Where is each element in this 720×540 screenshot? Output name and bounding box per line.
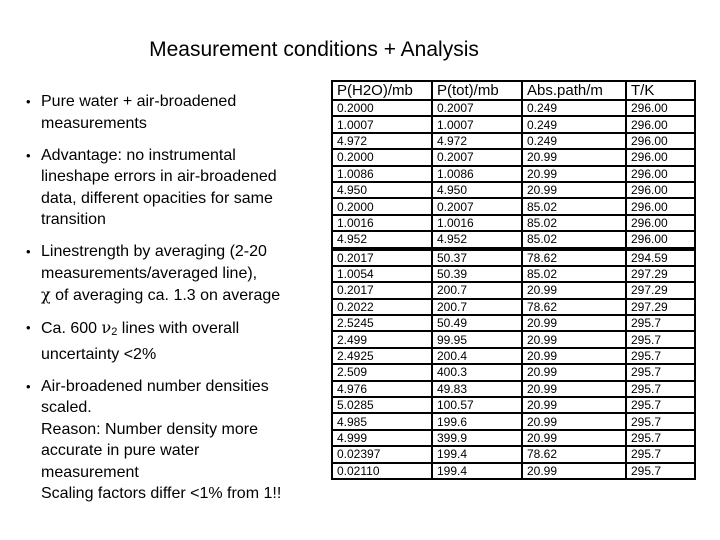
bullet-line: Linestrength by averaging (2-20 (41, 243, 267, 260)
bullet-line: uncertainty <2% (41, 345, 157, 363)
table-cell: 4.952 (433, 232, 523, 250)
table-cell: 295.7 (627, 431, 696, 447)
table-cell: 20.99 (523, 167, 627, 183)
bullet-line-text: of averaging ca. 1.3 on average (50, 287, 281, 304)
table-cell: 1.0016 (433, 216, 523, 232)
bullet-item (26, 241, 326, 307)
table-row (331, 447, 696, 463)
table-cell: 50.49 (433, 316, 523, 332)
bullet-line: data, different opacities for same (41, 189, 273, 207)
bullet-item (26, 317, 326, 365)
measurement-table-container (331, 80, 696, 480)
table-cell: 296.00 (627, 101, 696, 117)
table-cell: 85.02 (523, 267, 627, 283)
bullet-item (26, 91, 326, 134)
table-row (331, 216, 696, 232)
measurement-table (331, 80, 696, 480)
table-cell: 295.7 (627, 464, 696, 480)
table-cell: 49.83 (433, 382, 523, 398)
table-row (331, 117, 696, 133)
table-row (331, 283, 696, 299)
table-row (331, 167, 696, 183)
table-cell: 20.99 (523, 316, 627, 332)
table-row (331, 332, 696, 348)
bullet-line-text: lines with overall (117, 320, 240, 337)
bullet-dot-icon: • (26, 147, 31, 163)
table-cell: 199.4 (433, 447, 523, 463)
bullet-line: accurate in pure water (41, 442, 200, 459)
table-cell: 4.972 (331, 134, 433, 150)
bullet-line: measurements/averaged line), (41, 264, 258, 282)
table-cell: 0.02397 (331, 447, 433, 463)
table-cell: 20.99 (523, 150, 627, 166)
table-cell: 1.0007 (331, 117, 433, 133)
table-cell: 85.02 (523, 216, 627, 232)
table-cell: 296.00 (627, 199, 696, 215)
table-cell: 0.2000 (331, 101, 433, 117)
table-cell: 4.985 (331, 414, 433, 430)
table-cell: 199.4 (433, 464, 523, 480)
table-cell: 0.249 (523, 134, 627, 150)
table-cell: 99.95 (433, 332, 523, 348)
table-cell: 1.0054 (331, 267, 433, 283)
table-cell: 1.0007 (433, 117, 523, 133)
bullet-line: Advantage: no instrumental (41, 146, 236, 164)
table-row (331, 382, 696, 398)
table-cell: 20.99 (523, 283, 627, 299)
header-p-tot: P(tot)/mb (433, 80, 523, 101)
table-row (331, 316, 696, 332)
table-cell: 20.99 (523, 414, 627, 430)
table-row (331, 183, 696, 199)
table-cell: 4.976 (331, 382, 433, 398)
table-row (331, 365, 696, 381)
table-cell: 295.7 (627, 365, 696, 381)
table-cell: 85.02 (523, 232, 627, 250)
table-cell: 0.2000 (331, 150, 433, 166)
table-cell: 20.99 (523, 464, 627, 480)
table-cell: 199.6 (433, 414, 523, 430)
table-cell: 295.7 (627, 382, 696, 398)
table-cell: 20.99 (523, 365, 627, 381)
table-row (331, 232, 696, 250)
table-cell: 2.4925 (331, 349, 433, 365)
chi-symbol: χ (41, 285, 51, 304)
bullet-line-text: Ca. 600 (41, 320, 102, 337)
header-p-h2o: P(H2O)/mb (331, 80, 433, 101)
table-cell: 295.7 (627, 332, 696, 348)
bullet-line (41, 317, 326, 344)
table-row (331, 267, 696, 283)
table-cell: 2.509 (331, 365, 433, 381)
header-abs-path: Abs.path/m (523, 80, 627, 101)
table-header-row (331, 80, 696, 101)
table-cell: 20.99 (523, 382, 627, 398)
table-cell: 20.99 (523, 183, 627, 199)
table-cell: 20.99 (523, 332, 627, 348)
table-cell: 0.02110 (331, 464, 433, 480)
slide-title: Measurement conditions + Analysis (149, 38, 479, 61)
table-cell: 297.29 (627, 283, 696, 299)
table-cell: 0.2007 (433, 101, 523, 117)
table-cell: 399.9 (433, 431, 523, 447)
bullet-line: measurements (41, 114, 147, 132)
table-cell: 296.00 (627, 183, 696, 199)
bullet-line: scaled. (41, 399, 92, 416)
table-cell: 296.00 (627, 134, 696, 150)
table-cell: 4.950 (433, 183, 523, 199)
table-cell: 296.00 (627, 150, 696, 166)
table-cell: 4.972 (433, 134, 523, 150)
table-cell: 2.5245 (331, 316, 433, 332)
table-cell: 0.249 (523, 117, 627, 133)
table-cell: 200.7 (433, 283, 523, 299)
table-row (331, 251, 696, 267)
bullet-dot-icon: • (26, 320, 31, 335)
table-row (331, 414, 696, 430)
table-row (331, 398, 696, 414)
table-cell: 400.3 (433, 365, 523, 381)
table-cell: 295.7 (627, 316, 696, 332)
table-cell: 0.2017 (331, 283, 433, 299)
header-temperature: T/K (627, 80, 696, 101)
bullet-line: transition (41, 211, 106, 228)
bullet-line: Air-broadened number densities (41, 377, 269, 395)
bullet-item (26, 376, 326, 505)
table-body (331, 101, 696, 480)
table-row (331, 431, 696, 447)
table-cell: 5.0285 (331, 398, 433, 414)
table-cell: 4.999 (331, 431, 433, 447)
table-cell: 0.2000 (331, 199, 433, 215)
table-cell: 0.2022 (331, 300, 433, 316)
table-row (331, 464, 696, 480)
table-cell: 2.499 (331, 332, 433, 348)
bullet-item (26, 145, 326, 231)
table-cell: 20.99 (523, 349, 627, 365)
bullet-list (26, 91, 326, 515)
table-cell: 0.2007 (433, 199, 523, 215)
table-cell: 4.950 (331, 183, 433, 199)
bullet-line: Pure water + air-broadened (41, 93, 237, 110)
table-cell: 100.57 (433, 398, 523, 414)
bullet-dot-icon: • (26, 94, 31, 109)
table-cell: 296.00 (627, 232, 696, 250)
table-row (331, 300, 696, 316)
nu-subscript: 2 (111, 326, 118, 338)
bullet-line: Reason: Number density more (41, 420, 258, 438)
bullet-dot-icon: • (26, 378, 31, 394)
table-cell: 1.0016 (331, 216, 433, 232)
table-cell: 297.29 (627, 267, 696, 283)
table-row (331, 134, 696, 150)
table-cell: 85.02 (523, 199, 627, 215)
table-cell: 296.00 (627, 167, 696, 183)
bullet-line: Scaling factors differ <1% from 1!! (41, 485, 282, 502)
table-cell: 50.37 (433, 251, 523, 267)
table-cell: 78.62 (523, 300, 627, 316)
bullet-dot-icon: • (26, 244, 31, 259)
table-cell: 0.249 (523, 101, 627, 117)
table-cell: 294.59 (627, 251, 696, 267)
table-cell: 295.7 (627, 398, 696, 414)
table-cell: 0.2017 (331, 251, 433, 267)
table-cell: 295.7 (627, 349, 696, 365)
table-cell: 296.00 (627, 117, 696, 133)
table-cell: 295.7 (627, 414, 696, 430)
table-cell: 1.0086 (433, 167, 523, 183)
table-cell: 78.62 (523, 447, 627, 463)
table-cell: 295.7 (627, 447, 696, 463)
table-cell: 50.39 (433, 267, 523, 283)
table-row (331, 349, 696, 365)
table-row (331, 199, 696, 215)
table-cell: 0.2007 (433, 150, 523, 166)
table-cell: 296.00 (627, 216, 696, 232)
table-cell: 20.99 (523, 398, 627, 414)
table-row (331, 101, 696, 117)
table-cell: 200.7 (433, 300, 523, 316)
table-cell: 78.62 (523, 251, 627, 267)
table-cell: 1.0086 (331, 167, 433, 183)
nu-symbol: ν (101, 318, 112, 337)
table-row (331, 150, 696, 166)
table-cell: 200.4 (433, 349, 523, 365)
bullet-line (41, 284, 326, 307)
table-cell: 4.952 (331, 232, 433, 250)
bullet-line: measurement (41, 463, 139, 481)
bullet-line: lineshape errors in air-broadened (41, 168, 277, 185)
table-cell: 297.29 (627, 300, 696, 316)
table-cell: 20.99 (523, 431, 627, 447)
